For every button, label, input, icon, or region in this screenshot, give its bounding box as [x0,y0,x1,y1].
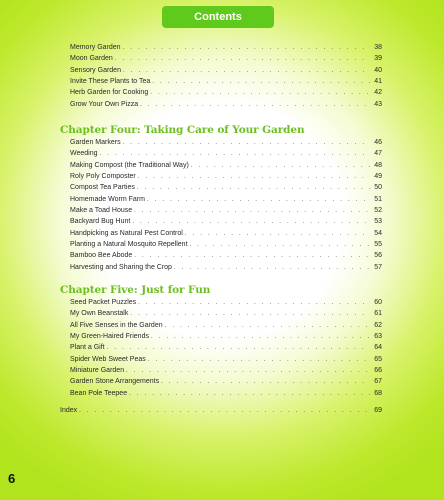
toc-entry [70,89,382,100]
dot-leader [152,79,370,85]
toc-entry-title: Bean Pole Teepee [70,389,128,397]
toc-entry-page: 43 [374,100,382,108]
dot-leader [138,174,370,180]
toc-entry [70,299,382,310]
toc-entry-page: 53 [374,218,382,226]
dot-leader [165,323,370,329]
toc-entry-page: 56 [374,252,382,260]
toc-entry-title: Garden Markers [70,139,121,146]
toc-entry [70,344,382,355]
toc-entry-title: My Own Beanstalk [70,310,129,318]
toc-entry-title: Roly Poly Composter [70,173,136,181]
toc-entry [70,378,382,389]
toc-entry [70,230,382,241]
contents-title: Contents [194,11,242,23]
dot-leader [129,391,370,397]
toc-entry-index [60,407,382,418]
toc-entry-page: 57 [374,263,382,271]
dot-leader [174,265,370,271]
toc-entry-title: Invite These Plants to Tea [70,78,151,86]
toc-entry-title: Spider Web Sweet Peas [70,355,146,363]
dot-leader [138,300,370,306]
dot-leader [140,102,370,108]
toc-entry-title: Index [60,407,78,414]
toc-entry [70,322,382,333]
dot-leader [134,208,370,214]
dot-leader [130,311,370,317]
dot-leader [151,334,370,340]
toc-entry [70,218,382,229]
toc-entry-title: Memory Garden [70,44,121,51]
toc-entry-title: Compost Tea Parties [70,184,135,192]
toc-entry [70,67,382,78]
dot-leader [161,379,370,385]
dot-leader [190,242,370,248]
toc-entry-page: 41 [374,78,382,86]
toc-entry-page: 68 [374,389,382,397]
toc-list-chapter-five [70,299,382,401]
toc-entry [70,390,382,401]
dot-leader [123,140,370,146]
toc-entry-page: 42 [374,89,382,97]
toc-entry [70,196,382,207]
toc-entry-page: 64 [374,344,382,352]
dot-leader [147,197,370,203]
dot-leader [115,56,370,62]
dot-leader [107,345,370,351]
dot-leader [100,151,370,157]
toc-entry-page: 60 [374,299,382,306]
toc-entry-title: Plant a Gift [70,344,105,352]
toc-entry-page: 47 [374,150,382,158]
dot-leader [148,357,370,363]
toc-entry [70,310,382,321]
dot-leader [185,231,370,237]
toc-entry-page: 52 [374,207,382,215]
toc-entry [70,184,382,195]
toc-entry-title: Harvesting and Sharing the Crop [70,263,172,271]
toc-entry-title: Weeding [70,150,98,158]
toc-entry-page: 50 [374,184,382,192]
toc-entry [70,44,382,55]
toc-entry [70,78,382,89]
dot-leader [132,219,370,225]
toc-entry [70,101,382,112]
toc-list-index [60,407,382,418]
toc-entry-page: 46 [374,139,382,146]
contents-header [162,6,274,28]
toc-entry [70,264,382,275]
dot-leader [126,368,370,374]
toc-entry [70,207,382,218]
toc-entry-title: All Five Senses in the Garden [70,321,163,329]
toc-entry [70,162,382,173]
toc-entry [70,241,382,252]
toc-entry-page: 49 [374,173,382,181]
toc-entry-page: 51 [374,195,382,203]
toc-entry-title: Homemade Worm Farm [70,195,145,203]
dot-leader [123,68,370,74]
toc-entry-page: 62 [374,321,382,329]
toc-entry-page: 63 [374,333,382,341]
toc-entry-page: 39 [374,55,382,63]
dot-leader [150,90,370,96]
toc-entry-page: 40 [374,66,382,74]
toc-entry-page: 67 [374,378,382,386]
dot-leader [123,45,370,51]
dot-leader [134,253,370,259]
toc-entry-title: Moon Garden [70,55,113,63]
toc-entry [70,150,382,161]
toc-list-garden-projects [70,44,382,112]
dot-leader [191,163,370,169]
toc-entry-title: Garden Stone Arrangements [70,378,160,386]
toc-entry [70,252,382,263]
toc-entry-title: Planting a Natural Mosquito Repellent [70,241,188,249]
toc-entry-page: 48 [374,161,382,169]
toc-entry-title: Grow Your Own Pizza [70,100,139,108]
page-number: 6 [8,471,16,486]
toc-entry-title: Backyard Bug Hunt [70,218,131,226]
toc-entry-title: Herb Garden for Cooking [70,89,149,97]
chapter-four-heading: Chapter Four: Taking Care of Your Garden [60,124,305,136]
toc-entry [70,173,382,184]
toc-entry-title: Seed Packet Puzzles [70,299,137,306]
toc-entry [70,367,382,378]
toc-entry-page: 61 [374,310,382,318]
toc-entry-page: 65 [374,355,382,363]
toc-entry [70,55,382,66]
toc-entry-title: Miniature Garden [70,367,125,375]
toc-entry-title: Making Compost (the Traditional Way) [70,161,189,169]
toc-list-chapter-four [70,139,382,275]
toc-entry [70,356,382,367]
toc-entry-page: 66 [374,367,382,375]
toc-entry-title: My Green-Haired Friends [70,333,149,341]
toc-entry-title: Sensory Garden [70,66,121,74]
toc-entry-page: 54 [374,229,382,237]
toc-entry [70,333,382,344]
toc-entry-title: Handpicking as Natural Pest Control [70,229,183,237]
toc-entry-title: Make a Toad House [70,207,133,215]
toc-entry-page: 69 [374,407,382,414]
dot-leader [137,185,370,191]
chapter-five-heading: Chapter Five: Just for Fun [60,284,211,296]
dot-leader [79,408,370,414]
toc-entry-page: 55 [374,241,382,249]
toc-entry-page: 38 [374,44,382,51]
toc-entry-title: Bamboo Bee Abode [70,252,133,260]
toc-entry [70,139,382,150]
